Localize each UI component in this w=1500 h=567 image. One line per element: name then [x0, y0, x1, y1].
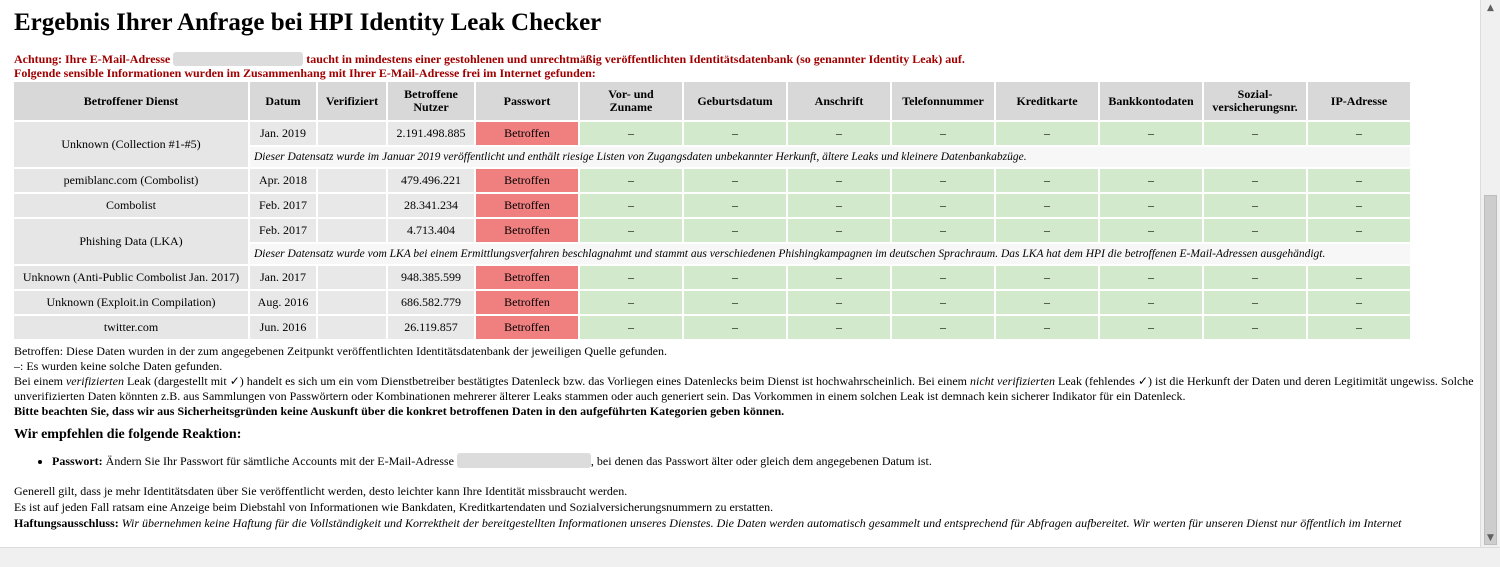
alert-prefix: Achtung: Ihre E-Mail-Adresse	[14, 52, 171, 66]
cell-date: Jan. 2019	[250, 122, 316, 145]
header-ssn: Sozial- versicherungsnr.	[1204, 82, 1306, 120]
general-note-1: Generell gilt, dass je mehr Identitätsdaten über Sie veröffentlicht werden, desto leichter kann Ihre Identität missbraucht werden.	[14, 484, 628, 498]
cell-creditcard-none: –	[996, 122, 1098, 145]
leak-table	[12, 80, 1412, 341]
cell-phone-none: –	[892, 291, 994, 314]
cell-ip-none: –	[1308, 169, 1410, 192]
cell-name-none: –	[580, 194, 682, 217]
cell-verified	[318, 219, 386, 242]
cell-date: Jun. 2016	[250, 316, 316, 339]
disclaimer: Haftungsausschluss: Wir übernehmen keine Haftung für die Vollständigkeit und Korrektheit der bereitgestellten Informationen unseres Dienstes. Die Daten werden automatisch gesammelt und entsprechend für Abfragen aufbereitet. Wir werten für unseren Dienst nur öffentlich im Internet	[14, 516, 1402, 530]
cell-service: Unknown (Anti-Public Combolist Jan. 2017)	[14, 266, 248, 289]
cell-birthdate-none: –	[684, 219, 786, 242]
cell-ssn-none: –	[1204, 169, 1306, 192]
cell-name-none: –	[580, 122, 682, 145]
cell-bank-none: –	[1100, 219, 1202, 242]
cell-name-none: –	[580, 219, 682, 242]
cell-ip-none: –	[1308, 194, 1410, 217]
cell-ip-none: –	[1308, 122, 1410, 145]
cell-date: Feb. 2017	[250, 219, 316, 242]
cell-name-none: –	[580, 266, 682, 289]
cell-ssn-none: –	[1204, 194, 1306, 217]
cell-service: Unknown (Exploit.in Compilation)	[14, 291, 248, 314]
cell-birthdate-none: –	[684, 316, 786, 339]
legend-affected: Betroffen: Diese Daten wurden in der zum angegebenen Zeitpunkt veröffentlichten Identitätsdatenbank der jeweiligen Quelle gefunden.	[14, 344, 667, 358]
cell-creditcard-none: –	[996, 194, 1098, 217]
cell-phone-none: –	[892, 169, 994, 192]
cell-description: Dieser Datensatz wurde vom LKA bei einem Ermittlungsverfahren beschlagnahmt und stammt aus verschiedenen Phishingkampagnen im deutschen Sprachraum. Das LKA hat dem HPI die betroffenen E-Mail-Adressen ausgehändigt.	[250, 244, 1410, 264]
cell-creditcard-none: –	[996, 266, 1098, 289]
cell-address-none: –	[788, 316, 890, 339]
cell-password-affected: Betroffen	[476, 219, 578, 242]
cell-service: Phishing Data (LKA)	[14, 219, 248, 264]
cell-bank-none: –	[1100, 291, 1202, 314]
header-verified: Verifiziert	[318, 82, 386, 120]
cell-creditcard-none: –	[996, 219, 1098, 242]
cell-ip-none: –	[1308, 316, 1410, 339]
cell-verified	[318, 316, 386, 339]
cell-affected-users: 479.496.221	[388, 169, 474, 192]
cell-name-none: –	[580, 291, 682, 314]
alert-line-2: Folgende sensible Informationen wurden im Zusammenhang mit Ihrer E-Mail-Adresse frei im Internet gefunden:	[14, 66, 596, 80]
header-password: Passwort	[476, 82, 578, 120]
cell-address-none: –	[788, 266, 890, 289]
scroll-thumb[interactable]	[1484, 195, 1497, 545]
cell-creditcard-none: –	[996, 316, 1098, 339]
general-note-2: Es ist auf jeden Fall ratsam eine Anzeige beim Diebstahl von Informationen wie Bankdaten, Kreditkartendaten und Sozialversicherungsnummern zu erstatten.	[14, 500, 774, 514]
cell-birthdate-none: –	[684, 266, 786, 289]
cell-name-none: –	[580, 169, 682, 192]
header-ip: IP-Adresse	[1308, 82, 1410, 120]
table-row	[14, 316, 1410, 339]
cell-verified	[318, 266, 386, 289]
cell-affected-users: 2.191.498.885	[388, 122, 474, 145]
table-row	[14, 122, 1410, 145]
table-row	[14, 169, 1410, 192]
horizontal-scrollbar[interactable]	[0, 547, 1500, 567]
cell-phone-none: –	[892, 266, 994, 289]
cell-bank-none: –	[1100, 316, 1202, 339]
cell-date: Aug. 2016	[250, 291, 316, 314]
table-header-row	[14, 82, 1410, 120]
cell-ip-none: –	[1308, 219, 1410, 242]
header-name: Vor- und Zuname	[580, 82, 682, 120]
cell-affected-users: 4.713.404	[388, 219, 474, 242]
cell-affected-users: 26.119.857	[388, 316, 474, 339]
cell-phone-none: –	[892, 316, 994, 339]
scroll-up-icon[interactable]: ▲	[1487, 3, 1494, 13]
cell-name-none: –	[580, 316, 682, 339]
cell-address-none: –	[788, 219, 890, 242]
header-phone: Telefonnummer	[892, 82, 994, 120]
security-note: Bitte beachten Sie, dass wir aus Sicherheitsgründen keine Auskunft über die konkret betroffenen Daten in den aufgeführten Kategorien geben können.	[14, 404, 785, 418]
page-title: Ergebnis Ihrer Anfrage bei HPI Identity Leak Checker	[14, 9, 602, 36]
header-bank: Bankkontodaten	[1100, 82, 1202, 120]
leak-table-body	[14, 122, 1410, 339]
cell-ip-none: –	[1308, 291, 1410, 314]
alert-suffix: taucht in mindestens einer gestohlenen und unrechtmäßig veröffentlichten Identitätsdatenbank (so genannter Identity Leak) auf.	[306, 52, 965, 66]
vertical-scrollbar[interactable]	[1480, 0, 1500, 547]
cell-phone-none: –	[892, 194, 994, 217]
legend-none: –: Es wurden keine solche Daten gefunden.	[14, 359, 223, 373]
recommend-item-password: • Passwort: Ändern Sie Ihr Passwort für sämtliche Accounts mit der E-Mail-Adresse , bei denen das Passwort älter oder gleich dem angegebenen Datum ist.	[52, 453, 1474, 469]
cell-bank-none: –	[1100, 122, 1202, 145]
cell-password-affected: Betroffen	[476, 169, 578, 192]
cell-creditcard-none: –	[996, 169, 1098, 192]
header-affected-users: Betroffene Nutzer	[388, 82, 474, 120]
cell-address-none: –	[788, 122, 890, 145]
cell-ssn-none: –	[1204, 316, 1306, 339]
scroll-down-icon[interactable]: ▼	[1487, 533, 1494, 543]
cell-verified	[318, 122, 386, 145]
cell-password-affected: Betroffen	[476, 194, 578, 217]
cell-date: Feb. 2017	[250, 194, 316, 217]
cell-service: Unknown (Collection #1-#5)	[14, 122, 248, 167]
cell-birthdate-none: –	[684, 194, 786, 217]
cell-bank-none: –	[1100, 194, 1202, 217]
cell-phone-none: –	[892, 219, 994, 242]
header-address: Anschrift	[788, 82, 890, 120]
cell-password-affected: Betroffen	[476, 122, 578, 145]
cell-address-none: –	[788, 194, 890, 217]
cell-ssn-none: –	[1204, 291, 1306, 314]
cell-date: Jan. 2017	[250, 266, 316, 289]
cell-password-affected: Betroffen	[476, 291, 578, 314]
table-row	[14, 291, 1410, 314]
cell-ssn-none: –	[1204, 266, 1306, 289]
cell-ssn-none: –	[1204, 219, 1306, 242]
recommend-heading: Wir empfehlen die folgende Reaktion:	[14, 427, 242, 442]
cell-affected-users: 948.385.599	[388, 266, 474, 289]
legend-notes	[14, 344, 1474, 419]
recommend-list	[14, 453, 1474, 469]
cell-description: Dieser Datensatz wurde im Januar 2019 veröffentlicht und enthält riesige Listen von Zugangsdaten unbekannter Herkunft, ältere Leaks und kleinere Datenbankabzüge.	[250, 147, 1410, 167]
cell-birthdate-none: –	[684, 291, 786, 314]
verified-explanation: Bei einem verifizierten Leak (dargestellt mit ✓) handelt es sich um ein vom Dienstbetreiber bestätigtes Datenleck bzw. das Vorliegen eines Datenlecks beim Dienst ist hochwahrscheinlich. Bei einem nicht verifizierten Leak (fehlendes ✓) ist die Herkunft der Daten und deren Legitimität ungewiss. Solche unverifizierten Daten könnten z.B. aus Sammlungen von Passwörtern oder Kombinationen mehrerer älterer Leaks stammen oder auch generiert sein. Das Vorkommen in einem solchen Leak ist demnach kein sicherer Indikator für ein Datenleck.	[14, 374, 1474, 403]
header-service: Betroffener Dienst	[14, 82, 248, 120]
cell-address-none: –	[788, 169, 890, 192]
cell-ssn-none: –	[1204, 122, 1306, 145]
cell-service: Combolist	[14, 194, 248, 217]
cell-address-none: –	[788, 291, 890, 314]
cell-creditcard-none: –	[996, 291, 1098, 314]
cell-bank-none: –	[1100, 169, 1202, 192]
cell-service: pemiblanc.com (Combolist)	[14, 169, 248, 192]
cell-date: Apr. 2018	[250, 169, 316, 192]
cell-password-affected: Betroffen	[476, 316, 578, 339]
cell-phone-none: –	[892, 122, 994, 145]
cell-affected-users: 686.582.779	[388, 291, 474, 314]
table-row	[14, 219, 1410, 242]
cell-verified	[318, 169, 386, 192]
table-row	[14, 194, 1410, 217]
general-notes	[14, 483, 1474, 531]
cell-verified	[318, 291, 386, 314]
alert-line-1	[14, 52, 1474, 66]
cell-birthdate-none: –	[684, 169, 786, 192]
header-creditcard: Kreditkarte	[996, 82, 1098, 120]
cell-service: twitter.com	[14, 316, 248, 339]
cell-ip-none: –	[1308, 266, 1410, 289]
table-row	[14, 266, 1410, 289]
redacted-email-2	[457, 453, 591, 468]
header-date: Datum	[250, 82, 316, 120]
cell-affected-users: 28.341.234	[388, 194, 474, 217]
header-birthdate: Geburtsdatum	[684, 82, 786, 120]
result-content	[14, 0, 1474, 531]
cell-verified	[318, 194, 386, 217]
cell-password-affected: Betroffen	[476, 266, 578, 289]
cell-bank-none: –	[1100, 266, 1202, 289]
cell-birthdate-none: –	[684, 122, 786, 145]
redacted-email	[173, 52, 303, 66]
